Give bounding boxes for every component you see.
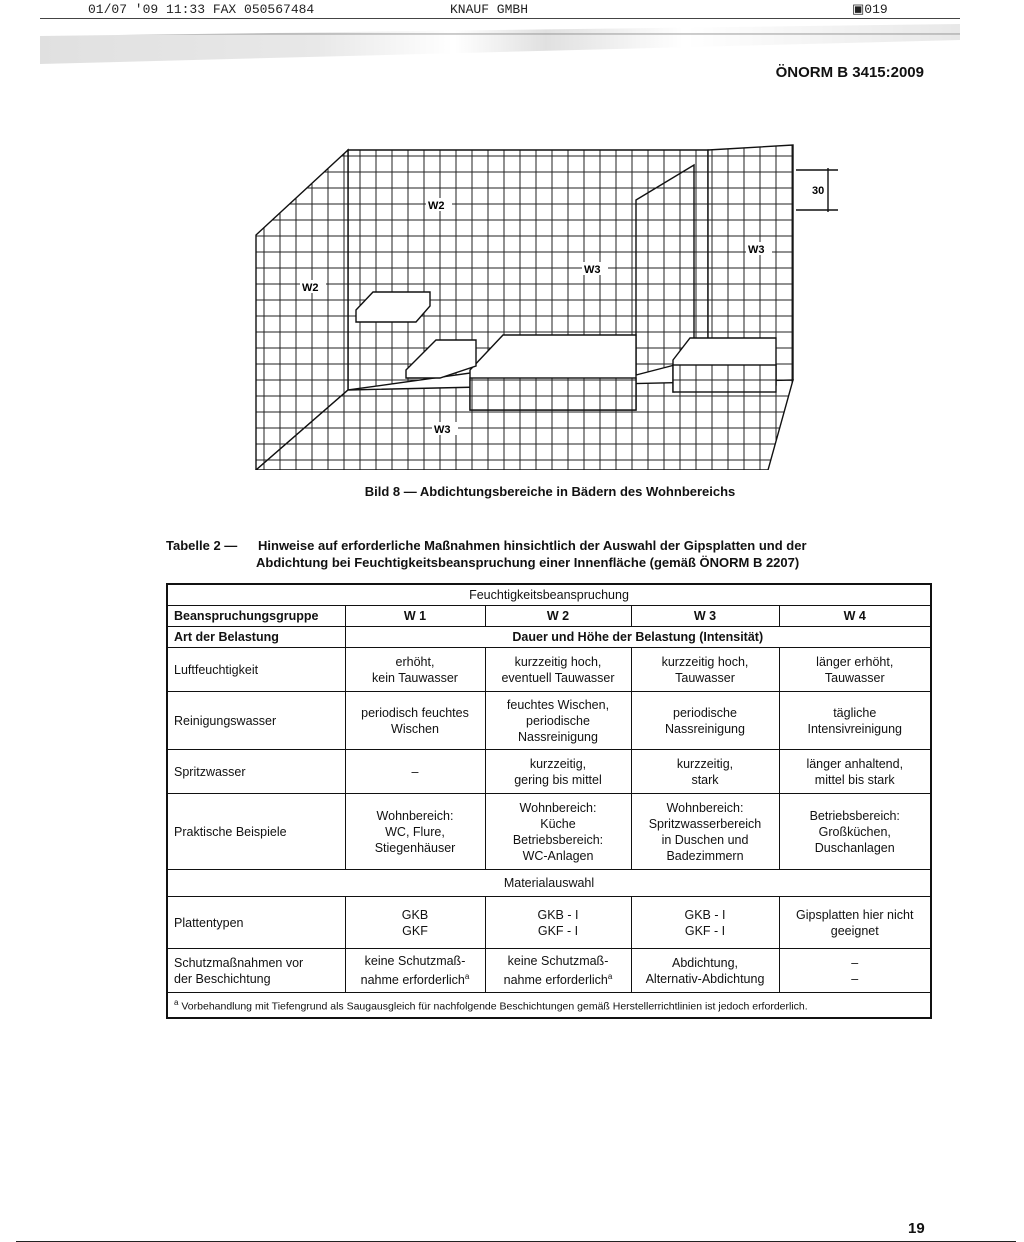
row-label: Praktische Beispiele	[167, 794, 345, 870]
cell: länger erhöht, Tauwasser	[779, 648, 931, 692]
cell: tägliche Intensivreinigung	[779, 692, 931, 750]
protect-label: Schutzmaßnahmen vor der Beschichtung	[167, 949, 345, 993]
cell: kurzzeitig, gering bis mittel	[485, 750, 631, 794]
protect-cell: Abdichtung, Alternativ-Abdichtung	[631, 949, 779, 993]
row-label: Spritzwasser	[167, 750, 345, 794]
fax-page-number: 019	[864, 2, 888, 17]
footnote-text: Vorbehandlung mit Tiefengrund als Saugausgleich für nachfolgende Beschichtungen gemäß Herstellerrichtlinien ist jedoch erforderlich.	[181, 1000, 808, 1013]
scan-noise	[40, 24, 960, 64]
load-label: Art der Belastung	[167, 627, 345, 648]
cell: kurzzeitig hoch, Tauwasser	[631, 648, 779, 692]
plate-cell: GKB GKF	[345, 897, 485, 949]
row-label: Luftfeuchtigkeit	[167, 648, 345, 692]
standard-number: ÖNORM B 3415:2009	[775, 64, 924, 81]
moisture-table	[166, 583, 932, 1019]
fax-datetime: 01/07 '09 11:33 FAX 050567484	[88, 2, 315, 17]
caption-label: Bild 8 —	[364, 484, 417, 499]
figure-caption	[0, 484, 1024, 499]
cell: länger anhaltend, mittel bis stark	[779, 750, 931, 794]
label-w3-right: W3	[748, 244, 765, 256]
row-label: Reinigungswasser	[167, 692, 345, 750]
plate-cell: GKB - I GKF - I	[631, 897, 779, 949]
label-w3-floor: W3	[434, 424, 451, 436]
cell: periodisch feuchtes Wischen	[345, 692, 485, 750]
label-w2-left: W2	[302, 282, 319, 294]
cell: kurzzeitig, stark	[631, 750, 779, 794]
protect-cell: keine Schutzmaß- nahme erforderlich	[503, 953, 609, 988]
cell: Wohnbereich: WC, Flure, Stiegenhäuser	[345, 794, 485, 870]
fax-rule	[40, 18, 960, 19]
group-w4: W 4	[779, 606, 931, 627]
plate-cell: Gipsplatten hier nicht geeignet	[779, 897, 931, 949]
cell: –	[345, 750, 485, 794]
table-title-line2: Abdichtung bei Feuchtigkeitsbeanspruchung einer Innenfläche (gemäß ÖNORM B 2207)	[256, 555, 800, 570]
protect-cell: keine Schutzmaß- nahme erforderlich	[360, 953, 466, 988]
cell: Betriebsbereich: Großküchen, Duschanlagen	[779, 794, 931, 870]
table-title	[166, 537, 926, 571]
cell: kurzzeitig hoch, eventuell Tauwasser	[485, 648, 631, 692]
footnote-mark: a	[464, 971, 470, 981]
load-span: Dauer und Höhe der Belastung (Intensität)	[345, 627, 931, 648]
group-label: Beanspruchungsgruppe	[167, 606, 345, 627]
group-w3: W 3	[631, 606, 779, 627]
fax-page: ▣019	[852, 2, 888, 17]
cell: Wohnbereich: Küche Betriebsbereich: WC-Anlagen	[485, 794, 631, 870]
caption-text: Abdichtungsbereiche in Bädern des Wohnbereichs	[419, 484, 736, 499]
fax-company: KNAUF GMBH	[450, 2, 529, 17]
cell: erhöht, kein Tauwasser	[345, 648, 485, 692]
cell: periodische Nassreinigung	[631, 692, 779, 750]
table-title-line1: Hinweise auf erforderliche Maßnahmen hinsichtlich der Auswahl der Gipsplatten und der	[258, 538, 807, 553]
header-span: Feuchtigkeitsbeanspruchung	[167, 584, 931, 606]
plate-label: Plattentypen	[167, 897, 345, 949]
page-number: 19	[908, 1220, 925, 1237]
group-w1: W 1	[345, 606, 485, 627]
label-w2-back: W2	[428, 200, 445, 212]
bathroom-tiling-figure	[248, 140, 848, 470]
label-dimension: 30	[812, 185, 825, 197]
material-span: Materialauswahl	[167, 870, 931, 897]
label-w3-partition: W3	[584, 264, 601, 276]
protect-cell: – –	[779, 949, 931, 993]
footnote-mark: a	[607, 971, 613, 981]
footnote-mark: a	[174, 998, 179, 1007]
group-w2: W 2	[485, 606, 631, 627]
cell: feuchtes Wischen, periodische Nassreinigung	[485, 692, 631, 750]
plate-cell: GKB - I GKF - I	[485, 897, 631, 949]
table-title-prefix: Tabelle 2 —	[166, 538, 238, 553]
cell: Wohnbereich: Spritzwasserbereich in Duschen und Badezimmern	[631, 794, 779, 870]
